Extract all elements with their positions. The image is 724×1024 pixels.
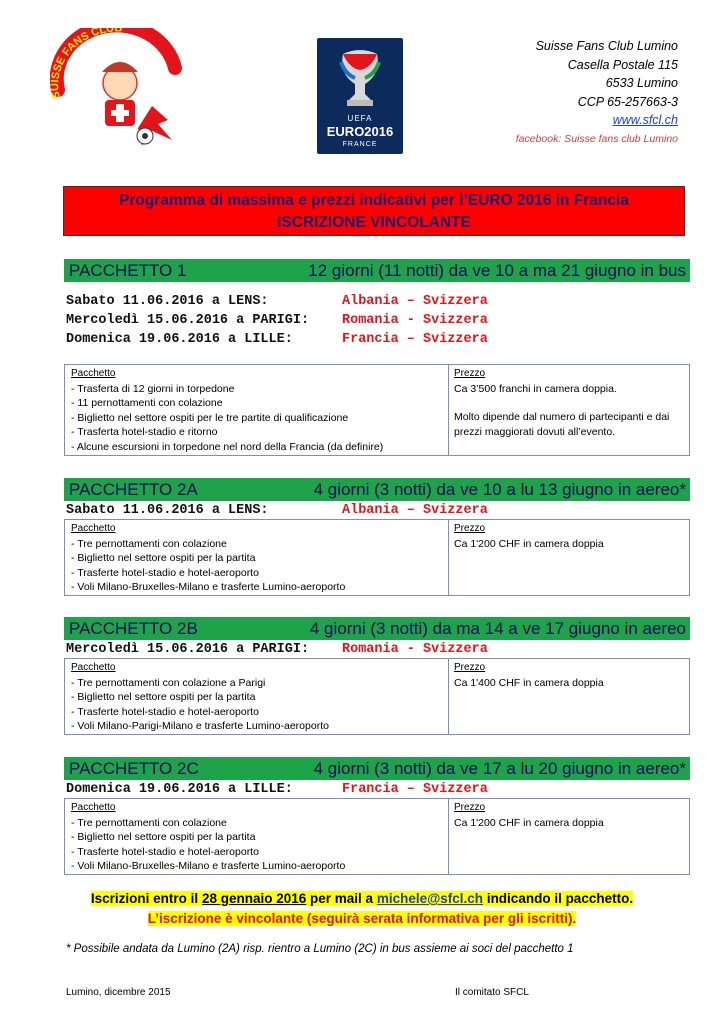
list-item: - Alcune escursioni in torpedone nel nord della Francia (da definire) [71,440,442,455]
address-line-3: 6533 Lumino [605,76,678,90]
package-2a-details [64,519,690,596]
package-2a-header [64,478,690,501]
match-teams: Albania – Svizzera [342,503,488,518]
package-code: PACCHETTO 2A [69,480,198,499]
match-date: Domenica 19.06.2016 a LILLE: [66,332,293,347]
package-1-header [64,259,690,282]
facebook-text: facebook: Suisse fans club Lumino [515,132,678,145]
list-item: - Tre pernottamenti con colazione a Parigi [71,676,442,691]
euro-logo-country: FRANCE [342,141,378,148]
list-item: - Trasferte hotel-stadio e hotel-aeroporto [71,705,442,720]
package-1-details [64,364,690,456]
title-line-2: ISCRIZIONE VINCOLANTE [277,214,471,231]
list-item: - Biglietto nel settore ospiti per le tre partite di qualificazione [71,411,442,426]
package-2a-matches [66,501,488,520]
price-head: Prezzo [454,662,486,673]
match-row [66,311,488,330]
registration-text-1: Iscrizioni entro il [90,891,199,906]
list-item: - Voli Milano-Bruxelles-Milano e trasferte Lumino-aeroporto [71,859,442,874]
price-value: Ca 1'400 CHF in camera doppia [454,676,604,689]
binding-text: L’iscrizione è vincolante (seguirà serata informativa per gli iscritti). [147,911,577,926]
euro2016-logo [317,38,403,154]
footer-signature: Il comitato SFCL [455,987,529,998]
package-2c-matches [66,780,488,799]
match-teams: Romania - Svizzera [342,313,488,328]
match-row [66,330,488,349]
binding-notice [0,911,724,926]
list-item: - Voli Milano-Parigi-Milano e trasferte Lumino-aeroporto [71,719,442,734]
package-code: PACCHETTO 2B [69,619,198,638]
website-link[interactable]: www.sfcl.ch [612,113,678,127]
package-2c-details [64,798,690,875]
match-row [66,501,488,520]
list-item: - Voli Milano-Bruxelles-Milano e trasferte Lumino-aeroporto [71,580,442,595]
package-code: PACCHETTO 1 [69,261,187,280]
list-item: - Biglietto nel settore ospiti per la partita [71,830,442,845]
package-2c-header [64,757,690,780]
list-item: - Tre pernottamenti con colazione [71,537,442,552]
program-title [63,186,685,236]
registration-text-2: per mail a [310,891,374,906]
match-date: Domenica 19.06.2016 a LILLE: [66,782,293,797]
title-line-1: Programma di massima e prezzi indicativi per l’EURO 2016 in Francia [119,192,629,209]
match-teams: Francia – Svizzera [342,782,488,797]
package-head: Pacchetto [71,662,116,673]
package-head: Pacchetto [71,368,116,379]
package-description: 4 giorni (3 notti) da ve 10 a lu 13 giugno in aereo* [313,480,686,499]
list-item: - Trasferta hotel-stadio e ritorno [71,425,442,440]
package-description: 12 giorni (11 notti) da ve 10 a ma 21 giugno in bus [308,261,686,280]
match-date: Sabato 11.06.2016 a LENS: [66,294,269,309]
address-line-1: Suisse Fans Club Lumino [535,39,678,53]
match-row [66,640,488,659]
address-line-4: CCP 65-257663-3 [577,94,678,109]
list-item: - Biglietto nel settore ospiti per la partita [71,690,442,705]
footnote: * Possibile andata da Lumino (2A) risp. rientro a Lumino (2C) in bus assieme ai soci del pacchetto 1 [66,943,574,955]
list-item: - Trasferta di 12 giorni in torpedone [71,382,442,397]
package-2b-header [64,617,690,640]
list-item: - Trasferte hotel-stadio e hotel-aeroporto [71,566,442,581]
price-head: Prezzo [454,368,486,379]
package-1-matches [66,292,488,349]
match-date: Mercoledì 15.06.2016 a PARIGI: [66,642,310,657]
package-2b-details [64,658,690,735]
match-date: Sabato 11.06.2016 a LENS: [66,503,269,518]
match-row [66,292,488,311]
match-row [66,780,488,799]
package-code: PACCHETTO 2C [69,759,199,778]
match-teams: Romania - Svizzera [342,642,488,657]
match-date: Mercoledì 15.06.2016 a PARIGI: [66,313,310,328]
svg-text:SUISSE FANS CLUB: SUISSE FANS CLUB [50,28,123,100]
package-description: 4 giorni (3 notti) da ma 14 a ve 17 giugno in aereo [309,619,686,638]
list-item: - Tre pernottamenti con colazione [71,816,442,831]
footer-date: Lumino, dicembre 2015 [66,987,171,998]
price-value: Ca 3’500 franchi in camera doppia. [454,382,617,395]
club-address [516,37,678,148]
package-description: 4 giorni (3 notti) da ve 17 a lu 20 giugno in aereo* [313,759,686,778]
package-2b-matches [66,640,488,659]
list-item: - Biglietto nel settore ospiti per la partita [71,551,442,566]
registration-text-3: indicando il pacchetto. [486,891,634,906]
price-value: Ca 1'200 CHF in camera doppia [454,816,604,829]
euro-logo-title: EURO2016 [326,124,394,139]
registration-deadline: 28 gennaio 2016 [201,891,307,906]
registration-info [0,891,724,906]
list-item: - 11 pernottamenti con colazione [71,396,442,411]
package-head: Pacchetto [71,523,116,534]
registration-email-link[interactable]: michele@sfcl.ch [376,891,484,906]
package-head: Pacchetto [71,802,116,813]
price-value: Ca 1'200 CHF in camera doppia [454,537,604,550]
euro-logo-uefa: UEFA [347,114,373,123]
match-teams: Albania – Svizzera [342,294,488,309]
price-head: Prezzo [454,523,486,534]
address-line-2: Casella Postale 115 [567,57,678,72]
list-item: - Trasferte hotel-stadio e hotel-aeroporto [71,845,442,860]
trophy-icon [335,48,385,112]
club-logo [50,28,185,153]
price-head: Prezzo [454,802,486,813]
price-note: Molto dipende dal numero di partecipanti e dai prezzi maggiorati dovuti all’evento. [454,411,670,438]
match-teams: Francia – Svizzera [342,332,488,347]
